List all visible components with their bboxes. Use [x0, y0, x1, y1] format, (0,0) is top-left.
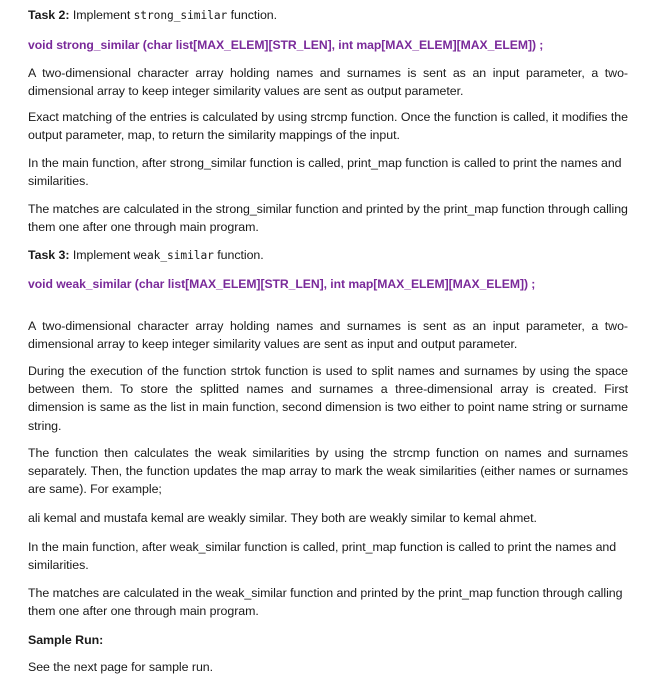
task3-signature: void weak_similar (char list[MAX_ELEM][STR_LEN], int map[MAX_ELEM][MAX_ELEM]) ; [28, 277, 536, 291]
task3-intro: Implement [69, 248, 134, 262]
task2-label: Task 2: [28, 8, 70, 22]
task2-paragraph-4: The matches are calculated in the strong_similar function and printed by the print_map function through calling them one after one through main program. [28, 202, 628, 235]
task2-function-name: strong_similar [133, 9, 228, 22]
task2-paragraph-3: In the main function, after strong_similar function is called, print_map function is called to print the names and similarities. [28, 156, 622, 189]
task2-paragraph-2: Exact matching of the entries is calculated by using strcmp function. Once the function is called, it modifies the output parameter, map, to return the similarity mappings of the input. [28, 110, 628, 143]
sample-run-text: See the next page for sample run. [28, 660, 214, 674]
task2-intro: Implement [69, 8, 134, 22]
task3-function-name: weak_similar [133, 249, 214, 262]
task3-paragraph-2: During the execution of the function strtok function is used to split names and surnames by using the space between them. To store the splitted names and surnames a three-dimensional array is created. First dimension is same as the list in main function, second dimension is two either to point name string or surname string. [28, 364, 628, 433]
task3-paragraph-3: The function then calculates the weak similarities by using the strcmp function on names and surnames separately. Then, the function updates the map array to mark the weak similarities (either names or surnames are same). For example; [28, 446, 628, 497]
task2-signature: void strong_similar (char list[MAX_ELEM][STR_LEN], int map[MAX_ELEM][MAX_ELEM]) ; [28, 38, 544, 52]
task3-label: Task 3: [28, 248, 70, 262]
task3-paragraph-6: The matches are calculated in the weak_similar function and printed by the print_map function through calling them one after one through main program. [28, 586, 623, 619]
sample-run-heading: Sample Run: [28, 633, 104, 647]
task3-heading [28, 246, 628, 265]
task2-paragraph-1: A two-dimensional character array holding names and surnames is sent as an input parameter, a two-dimensional array to keep integer similarity values are sent as output parameter. [28, 66, 628, 99]
task2-suffix: function. [227, 8, 278, 22]
task3-paragraph-5: In the main function, after weak_similar function is called, print_map function is called to print the names and similarities. [28, 540, 617, 573]
task3-paragraph-4: ali kemal and mustafa kemal are weakly similar. They both are weakly similar to kemal ahmet. [28, 511, 537, 525]
task3-paragraph-1: A two-dimensional character array holding names and surnames is sent as an input parameter, a two-dimensional array to keep integer similarity values are sent as input and output parameter. [28, 319, 628, 352]
task3-suffix: function. [213, 248, 264, 262]
task2-heading [28, 6, 628, 25]
